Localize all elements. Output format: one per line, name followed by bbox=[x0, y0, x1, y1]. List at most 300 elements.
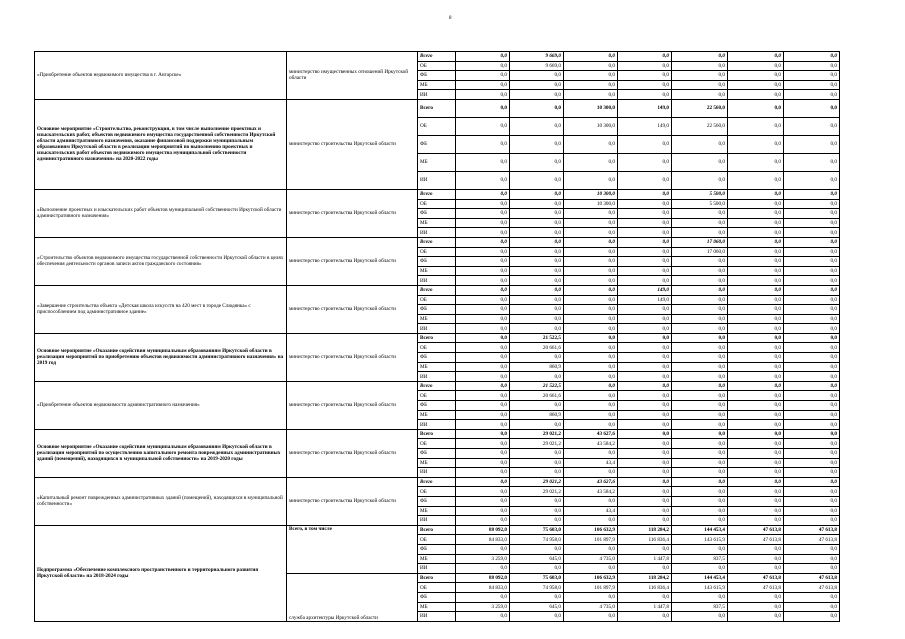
amount-cell: 0,0 bbox=[564, 468, 618, 478]
funding-source: ОБ bbox=[418, 391, 456, 401]
amount-cell: 0,0 bbox=[784, 228, 840, 238]
funding-source: МБ bbox=[418, 602, 456, 612]
amount-cell: 0,0 bbox=[728, 487, 784, 497]
amount-cell: 144 453,4 bbox=[672, 573, 728, 583]
activity-name: Основное мероприятие «Оказание содействия муниципальным образованиям Иркутской области в реализации мероприятий по осуществлению капитального ремонта поврежденных административных зданий (помещений), находящихся в муниципальной собственности» на 2019-2020 годы bbox=[35, 429, 287, 477]
funding-source: Всего bbox=[418, 285, 456, 295]
amount-cell: 0,0 bbox=[672, 314, 728, 324]
amount-cell: 0,0 bbox=[784, 295, 840, 305]
amount-cell: 0,0 bbox=[784, 372, 840, 382]
amount-cell: 0,0 bbox=[618, 429, 672, 439]
activity-name: «Приобретение объектов недвижимости административного назначения» bbox=[35, 381, 287, 429]
amount-cell: 0,0 bbox=[618, 153, 672, 171]
subprogram-name: Подпрограмма «Обеспечение комплексного пространственного и территориального развития Иркутской области» на 2018-2024 годы bbox=[35, 525, 287, 621]
amount-cell: 0,0 bbox=[618, 564, 672, 574]
amount-cell: 0,0 bbox=[672, 266, 728, 276]
amount-cell: 0,0 bbox=[456, 171, 510, 189]
funding-source: МБ bbox=[418, 362, 456, 372]
amount-cell: 0,0 bbox=[510, 612, 564, 622]
amount-cell: 0,0 bbox=[618, 592, 672, 602]
amount-cell: 0,0 bbox=[784, 90, 840, 100]
amount-cell: 0,0 bbox=[456, 228, 510, 238]
amount-cell: 0,0 bbox=[564, 266, 618, 276]
amount-cell: 0,0 bbox=[510, 71, 564, 81]
activity-name: «Строительство объектов недвижимого имущества государственной собственности Иркутской области в целях обеспечения деятельности органов записи актов гражданского состояния» bbox=[35, 237, 287, 285]
amount-cell: 0,0 bbox=[784, 516, 840, 526]
funding-source: ФБ bbox=[418, 401, 456, 411]
amount-cell: 0,0 bbox=[564, 314, 618, 324]
amount-cell: 0,0 bbox=[784, 199, 840, 209]
amount-cell: 9 669,0 bbox=[510, 52, 564, 62]
amount-cell: 0,0 bbox=[672, 333, 728, 343]
amount-cell: 0,0 bbox=[456, 314, 510, 324]
amount-cell: 0,0 bbox=[784, 314, 840, 324]
amount-cell: 43 584,2 bbox=[564, 487, 618, 497]
amount-cell: 149,0 bbox=[618, 117, 672, 135]
amount-cell: 47 613,8 bbox=[728, 525, 784, 535]
activity-name: «Завершение строительства объекта «Детская школа искусств на 420 мест в городе Слюдянка» с приспособлением под административное здание» bbox=[35, 285, 287, 333]
amount-cell: 47 613,8 bbox=[728, 535, 784, 545]
amount-cell: 0,0 bbox=[618, 401, 672, 411]
amount-cell: 0,0 bbox=[510, 153, 564, 171]
amount-cell: 0,0 bbox=[672, 218, 728, 228]
funding-source: ОБ bbox=[418, 199, 456, 209]
amount-cell: 0,0 bbox=[728, 90, 784, 100]
amount-cell: 0,0 bbox=[510, 189, 564, 199]
amount-cell: 0,0 bbox=[728, 218, 784, 228]
amount-cell: 0,0 bbox=[564, 612, 618, 622]
amount-cell: 74 958,0 bbox=[510, 535, 564, 545]
amount-cell: 0,0 bbox=[672, 343, 728, 353]
amount-cell: 0,0 bbox=[564, 237, 618, 247]
amount-cell: 0,0 bbox=[728, 276, 784, 286]
amount-cell: 0,0 bbox=[564, 153, 618, 171]
funding-source: ИИ bbox=[418, 276, 456, 286]
amount-cell: 0,0 bbox=[728, 153, 784, 171]
amount-cell: 0,0 bbox=[672, 228, 728, 238]
amount-cell: 0,0 bbox=[784, 506, 840, 516]
amount-cell: 0,0 bbox=[510, 353, 564, 363]
amount-cell: 0,0 bbox=[672, 564, 728, 574]
amount-cell: 0,0 bbox=[672, 477, 728, 487]
amount-cell: 47 613,8 bbox=[728, 573, 784, 583]
executor: министерство строительства Иркутской области bbox=[287, 189, 418, 237]
table-row bbox=[35, 189, 840, 199]
amount-cell: 0,0 bbox=[784, 420, 840, 430]
amount-cell: 0,0 bbox=[672, 257, 728, 267]
amount-cell: 0,0 bbox=[564, 247, 618, 257]
amount-cell: 0,0 bbox=[728, 199, 784, 209]
amount-cell: 0,0 bbox=[456, 429, 510, 439]
amount-cell: 10 300,0 bbox=[564, 117, 618, 135]
amount-cell: 0,0 bbox=[728, 564, 784, 574]
executor: министерство строительства Иркутской области bbox=[287, 429, 418, 477]
amount-cell: 0,0 bbox=[784, 305, 840, 315]
amount-cell: 0,0 bbox=[784, 117, 840, 135]
executor: министерство строительства Иркутской области bbox=[287, 333, 418, 381]
amount-cell: 0,0 bbox=[784, 468, 840, 478]
amount-cell: 0,0 bbox=[456, 544, 510, 554]
funding-source: ФБ bbox=[418, 305, 456, 315]
amount-cell: 0,0 bbox=[456, 153, 510, 171]
amount-cell: 0,0 bbox=[672, 295, 728, 305]
amount-cell: 0,0 bbox=[728, 362, 784, 372]
activity-name: «Приобретение объектов недвижимого имущества в г. Ангарске» bbox=[35, 52, 287, 100]
amount-cell: 10 300,0 bbox=[564, 199, 618, 209]
amount-cell: 0,0 bbox=[784, 449, 840, 459]
funding-source: ИИ bbox=[418, 171, 456, 189]
amount-cell: 0,0 bbox=[456, 353, 510, 363]
amount-cell: 0,0 bbox=[728, 429, 784, 439]
amount-cell: 0,0 bbox=[618, 496, 672, 506]
amount-cell: 149,0 bbox=[618, 285, 672, 295]
funding-source: Всего bbox=[418, 333, 456, 343]
funding-source: Всего bbox=[418, 99, 456, 117]
amount-cell: 0,0 bbox=[618, 209, 672, 219]
executor: министерство строительства Иркутской области bbox=[287, 285, 418, 333]
amount-cell: 0,0 bbox=[510, 171, 564, 189]
amount-cell: 0,0 bbox=[456, 372, 510, 382]
amount-cell: 0,0 bbox=[728, 266, 784, 276]
amount-cell: 116 836,4 bbox=[618, 535, 672, 545]
amount-cell: 118 284,2 bbox=[618, 573, 672, 583]
funding-source: ФБ bbox=[418, 71, 456, 81]
table-row bbox=[35, 477, 840, 487]
amount-cell: 118 284,2 bbox=[618, 525, 672, 535]
amount-cell: 0,0 bbox=[510, 90, 564, 100]
amount-cell: 143 615,9 bbox=[672, 535, 728, 545]
funding-source: ОБ bbox=[418, 61, 456, 71]
amount-cell: 22 560,0 bbox=[672, 117, 728, 135]
amount-cell: 0,0 bbox=[564, 420, 618, 430]
amount-cell: 0,0 bbox=[618, 80, 672, 90]
amount-cell: 0,0 bbox=[672, 439, 728, 449]
amount-cell: 0,0 bbox=[564, 90, 618, 100]
amount-cell: 0,0 bbox=[728, 237, 784, 247]
amount-cell: 0,0 bbox=[672, 592, 728, 602]
amount-cell: 0,0 bbox=[728, 458, 784, 468]
amount-cell: 47 613,8 bbox=[784, 525, 840, 535]
amount-cell: 0,0 bbox=[728, 420, 784, 430]
executor: министерство строительства Иркутской области bbox=[287, 237, 418, 285]
amount-cell: 0,0 bbox=[728, 401, 784, 411]
amount-cell: 0,0 bbox=[728, 333, 784, 343]
amount-cell: 0,0 bbox=[728, 516, 784, 526]
amount-cell: 0,0 bbox=[784, 80, 840, 90]
amount-cell: 0,0 bbox=[510, 506, 564, 516]
amount-cell: 0,0 bbox=[456, 257, 510, 267]
amount-cell: 47 613,8 bbox=[784, 535, 840, 545]
amount-cell: 0,0 bbox=[784, 61, 840, 71]
amount-cell: 0,0 bbox=[456, 487, 510, 497]
executor: министерство строительства Иркутской области bbox=[287, 99, 418, 189]
amount-cell: 47 613,8 bbox=[784, 583, 840, 593]
amount-cell: 29 021,2 bbox=[510, 429, 564, 439]
amount-cell: 0,0 bbox=[618, 612, 672, 622]
amount-cell: 0,0 bbox=[672, 612, 728, 622]
amount-cell: 0,0 bbox=[510, 449, 564, 459]
amount-cell: 0,0 bbox=[672, 285, 728, 295]
amount-cell: 645,0 bbox=[510, 554, 564, 564]
amount-cell: 0,0 bbox=[456, 209, 510, 219]
amount-cell: 0,0 bbox=[618, 439, 672, 449]
amount-cell: 101 897,9 bbox=[564, 583, 618, 593]
funding-source: МБ bbox=[418, 80, 456, 90]
funding-source: МБ bbox=[418, 554, 456, 564]
amount-cell: 0,0 bbox=[510, 135, 564, 153]
activity-name: Основное мероприятие «Оказание содействия муниципальным образованиям Иркутской области в реализации мероприятий по приобретению объектов недвижимости административного назначения» на 2019 год bbox=[35, 333, 287, 381]
amount-cell: 0,0 bbox=[456, 506, 510, 516]
amount-cell: 1 447,8 bbox=[618, 554, 672, 564]
amount-cell: 0,0 bbox=[456, 218, 510, 228]
amount-cell: 0,0 bbox=[672, 429, 728, 439]
page-number: 8 bbox=[449, 16, 452, 21]
amount-cell: 0,0 bbox=[510, 276, 564, 286]
amount-cell: 0,0 bbox=[564, 362, 618, 372]
executor: министерство строительства Иркутской области bbox=[287, 477, 418, 525]
amount-cell: 0,0 bbox=[456, 564, 510, 574]
table-row bbox=[35, 99, 840, 117]
amount-cell: 0,0 bbox=[672, 381, 728, 391]
amount-cell: 0,0 bbox=[564, 228, 618, 238]
funding-source: Всего bbox=[418, 477, 456, 487]
amount-cell: 0,0 bbox=[510, 266, 564, 276]
activity-name: «Капитальный ремонт поврежденных административных зданий (помещений), находящихся в муниципальной собственности» bbox=[35, 477, 287, 525]
amount-cell: 0,0 bbox=[564, 592, 618, 602]
amount-cell: 0,0 bbox=[456, 189, 510, 199]
amount-cell: 0,0 bbox=[510, 305, 564, 315]
amount-cell: 0,0 bbox=[456, 276, 510, 286]
amount-cell: 0,0 bbox=[618, 449, 672, 459]
amount-cell: 47 613,8 bbox=[728, 583, 784, 593]
amount-cell: 0,0 bbox=[456, 99, 510, 117]
amount-cell: 0,0 bbox=[510, 257, 564, 267]
funding-source: МБ bbox=[418, 266, 456, 276]
amount-cell: 0,0 bbox=[456, 80, 510, 90]
amount-cell: 0,0 bbox=[728, 305, 784, 315]
activity-name: «Выполнение проектных и изыскательских работ объектов муниципальной собственности Иркутской области административного назначения» bbox=[35, 189, 287, 237]
amount-cell: 0,0 bbox=[784, 362, 840, 372]
amount-cell: 0,0 bbox=[728, 285, 784, 295]
amount-cell: 0,0 bbox=[618, 362, 672, 372]
amount-cell: 0,0 bbox=[564, 353, 618, 363]
amount-cell: 0,0 bbox=[728, 314, 784, 324]
amount-cell: 0,0 bbox=[728, 257, 784, 267]
amount-cell: 0,0 bbox=[510, 564, 564, 574]
amount-cell: 0,0 bbox=[728, 372, 784, 382]
funding-source: ОБ bbox=[418, 117, 456, 135]
amount-cell: 0,0 bbox=[456, 381, 510, 391]
amount-cell: 0,0 bbox=[456, 496, 510, 506]
funding-source: ИИ bbox=[418, 372, 456, 382]
amount-cell: 0,0 bbox=[510, 199, 564, 209]
amount-cell: 0,0 bbox=[618, 305, 672, 315]
amount-cell: 0,0 bbox=[510, 218, 564, 228]
amount-cell: 0,0 bbox=[618, 468, 672, 478]
amount-cell: 0,0 bbox=[672, 135, 728, 153]
funding-source: ИИ bbox=[418, 90, 456, 100]
amount-cell: 0,0 bbox=[728, 496, 784, 506]
amount-cell: 43 584,2 bbox=[564, 439, 618, 449]
amount-cell: 0,0 bbox=[456, 401, 510, 411]
amount-cell: 837,5 bbox=[672, 554, 728, 564]
amount-cell: 0,0 bbox=[728, 247, 784, 257]
amount-cell: 106 632,9 bbox=[564, 525, 618, 535]
amount-cell: 0,0 bbox=[456, 266, 510, 276]
amount-cell: 21 522,5 bbox=[510, 333, 564, 343]
amount-cell: 837,5 bbox=[672, 602, 728, 612]
amount-cell: 0,0 bbox=[672, 80, 728, 90]
amount-cell: 0,0 bbox=[784, 276, 840, 286]
amount-cell: 10 300,0 bbox=[564, 189, 618, 199]
amount-cell: 0,0 bbox=[618, 410, 672, 420]
funding-source: Всего bbox=[418, 52, 456, 62]
amount-cell: 0,0 bbox=[564, 71, 618, 81]
amount-cell: 0,0 bbox=[618, 333, 672, 343]
amount-cell: 0,0 bbox=[510, 99, 564, 117]
amount-cell: 0,0 bbox=[728, 117, 784, 135]
amount-cell: 0,0 bbox=[672, 90, 728, 100]
amount-cell: 0,0 bbox=[728, 99, 784, 117]
amount-cell: 0,0 bbox=[728, 381, 784, 391]
amount-cell: 0,0 bbox=[672, 410, 728, 420]
amount-cell: 0,0 bbox=[564, 295, 618, 305]
amount-cell: 17 060,0 bbox=[672, 247, 728, 257]
amount-cell: 0,0 bbox=[618, 52, 672, 62]
funding-source: ИИ bbox=[418, 228, 456, 238]
amount-cell: 0,0 bbox=[672, 449, 728, 459]
funding-source: ФБ bbox=[418, 257, 456, 267]
amount-cell: 0,0 bbox=[618, 71, 672, 81]
amount-cell: 0,0 bbox=[564, 410, 618, 420]
funding-source: МБ bbox=[418, 458, 456, 468]
table-row bbox=[35, 237, 840, 247]
amount-cell: 0,0 bbox=[456, 90, 510, 100]
amount-cell: 0,0 bbox=[564, 564, 618, 574]
funding-source: ФБ bbox=[418, 353, 456, 363]
amount-cell: 43,4 bbox=[564, 506, 618, 516]
funding-source: ИИ bbox=[418, 468, 456, 478]
amount-cell: 0,0 bbox=[456, 333, 510, 343]
amount-cell: 5 500,0 bbox=[672, 189, 728, 199]
amount-cell: 0,0 bbox=[510, 247, 564, 257]
table-row bbox=[35, 52, 840, 62]
amount-cell: 0,0 bbox=[672, 496, 728, 506]
amount-cell: 0,0 bbox=[784, 496, 840, 506]
amount-cell: 645,0 bbox=[510, 602, 564, 612]
amount-cell: 0,0 bbox=[456, 592, 510, 602]
amount-cell: 0,0 bbox=[784, 487, 840, 497]
amount-cell: 0,0 bbox=[784, 353, 840, 363]
funding-source: ФБ bbox=[418, 544, 456, 554]
amount-cell: 0,0 bbox=[728, 324, 784, 334]
funding-source: ОБ bbox=[418, 583, 456, 593]
amount-cell: 0,0 bbox=[456, 247, 510, 257]
table-row bbox=[35, 381, 840, 391]
amount-cell: 0,0 bbox=[564, 257, 618, 267]
funding-source: ОБ bbox=[418, 439, 456, 449]
amount-cell: 0,0 bbox=[618, 353, 672, 363]
amount-cell: 29 021,2 bbox=[510, 439, 564, 449]
amount-cell: 0,0 bbox=[564, 61, 618, 71]
table-body bbox=[35, 52, 840, 622]
amount-cell: 0,0 bbox=[784, 333, 840, 343]
amount-cell: 0,0 bbox=[618, 171, 672, 189]
amount-cell: 0,0 bbox=[510, 458, 564, 468]
amount-cell: 0,0 bbox=[456, 362, 510, 372]
amount-cell: 0,0 bbox=[510, 237, 564, 247]
amount-cell: 84 833,0 bbox=[456, 583, 510, 593]
amount-cell: 0,0 bbox=[510, 80, 564, 90]
funding-source: МБ bbox=[418, 218, 456, 228]
budget-table bbox=[34, 51, 840, 622]
amount-cell: 0,0 bbox=[672, 171, 728, 189]
executor: Всего, в том числе bbox=[287, 525, 418, 573]
amount-cell: 0,0 bbox=[618, 276, 672, 286]
amount-cell: 0,0 bbox=[510, 496, 564, 506]
amount-cell: 0,0 bbox=[456, 117, 510, 135]
amount-cell: 0,0 bbox=[728, 449, 784, 459]
funding-source: МБ bbox=[418, 314, 456, 324]
amount-cell: 0,0 bbox=[728, 468, 784, 478]
amount-cell: 0,0 bbox=[564, 171, 618, 189]
amount-cell: 0,0 bbox=[618, 458, 672, 468]
amount-cell: 116 836,4 bbox=[618, 583, 672, 593]
amount-cell: 0,0 bbox=[456, 439, 510, 449]
amount-cell: 0,0 bbox=[784, 99, 840, 117]
amount-cell: 0,0 bbox=[728, 592, 784, 602]
amount-cell: 0,0 bbox=[510, 295, 564, 305]
amount-cell: 22 560,0 bbox=[672, 99, 728, 117]
amount-cell: 0,0 bbox=[728, 189, 784, 199]
amount-cell: 0,0 bbox=[618, 372, 672, 382]
amount-cell: 0,0 bbox=[672, 353, 728, 363]
amount-cell: 0,0 bbox=[672, 276, 728, 286]
amount-cell: 0,0 bbox=[564, 52, 618, 62]
amount-cell: 0,0 bbox=[784, 592, 840, 602]
amount-cell: 74 958,0 bbox=[510, 583, 564, 593]
amount-cell: 0,0 bbox=[672, 372, 728, 382]
amount-cell: 0,0 bbox=[672, 324, 728, 334]
funding-source: ФБ bbox=[418, 496, 456, 506]
amount-cell: 0,0 bbox=[510, 468, 564, 478]
amount-cell: 88 092,0 bbox=[456, 525, 510, 535]
funding-source: МБ bbox=[418, 410, 456, 420]
amount-cell: 0,0 bbox=[728, 52, 784, 62]
funding-source: Всего bbox=[418, 525, 456, 535]
amount-cell: 0,0 bbox=[564, 276, 618, 286]
funding-source: МБ bbox=[418, 153, 456, 171]
amount-cell: 0,0 bbox=[728, 71, 784, 81]
amount-cell: 0,0 bbox=[456, 324, 510, 334]
amount-cell: 0,0 bbox=[784, 429, 840, 439]
amount-cell: 20 661,6 bbox=[510, 343, 564, 353]
amount-cell: 143 615,9 bbox=[672, 583, 728, 593]
amount-cell: 0,0 bbox=[618, 391, 672, 401]
amount-cell: 0,0 bbox=[618, 237, 672, 247]
amount-cell: 0,0 bbox=[728, 135, 784, 153]
amount-cell: 0,0 bbox=[618, 247, 672, 257]
amount-cell: 0,0 bbox=[728, 554, 784, 564]
amount-cell: 0,0 bbox=[672, 506, 728, 516]
amount-cell: 0,0 bbox=[456, 135, 510, 153]
funding-source: ФБ bbox=[418, 135, 456, 153]
amount-cell: 0,0 bbox=[784, 401, 840, 411]
amount-cell: 0,0 bbox=[672, 458, 728, 468]
amount-cell: 101 897,9 bbox=[564, 535, 618, 545]
amount-cell: 0,0 bbox=[784, 410, 840, 420]
amount-cell: 0,0 bbox=[728, 353, 784, 363]
